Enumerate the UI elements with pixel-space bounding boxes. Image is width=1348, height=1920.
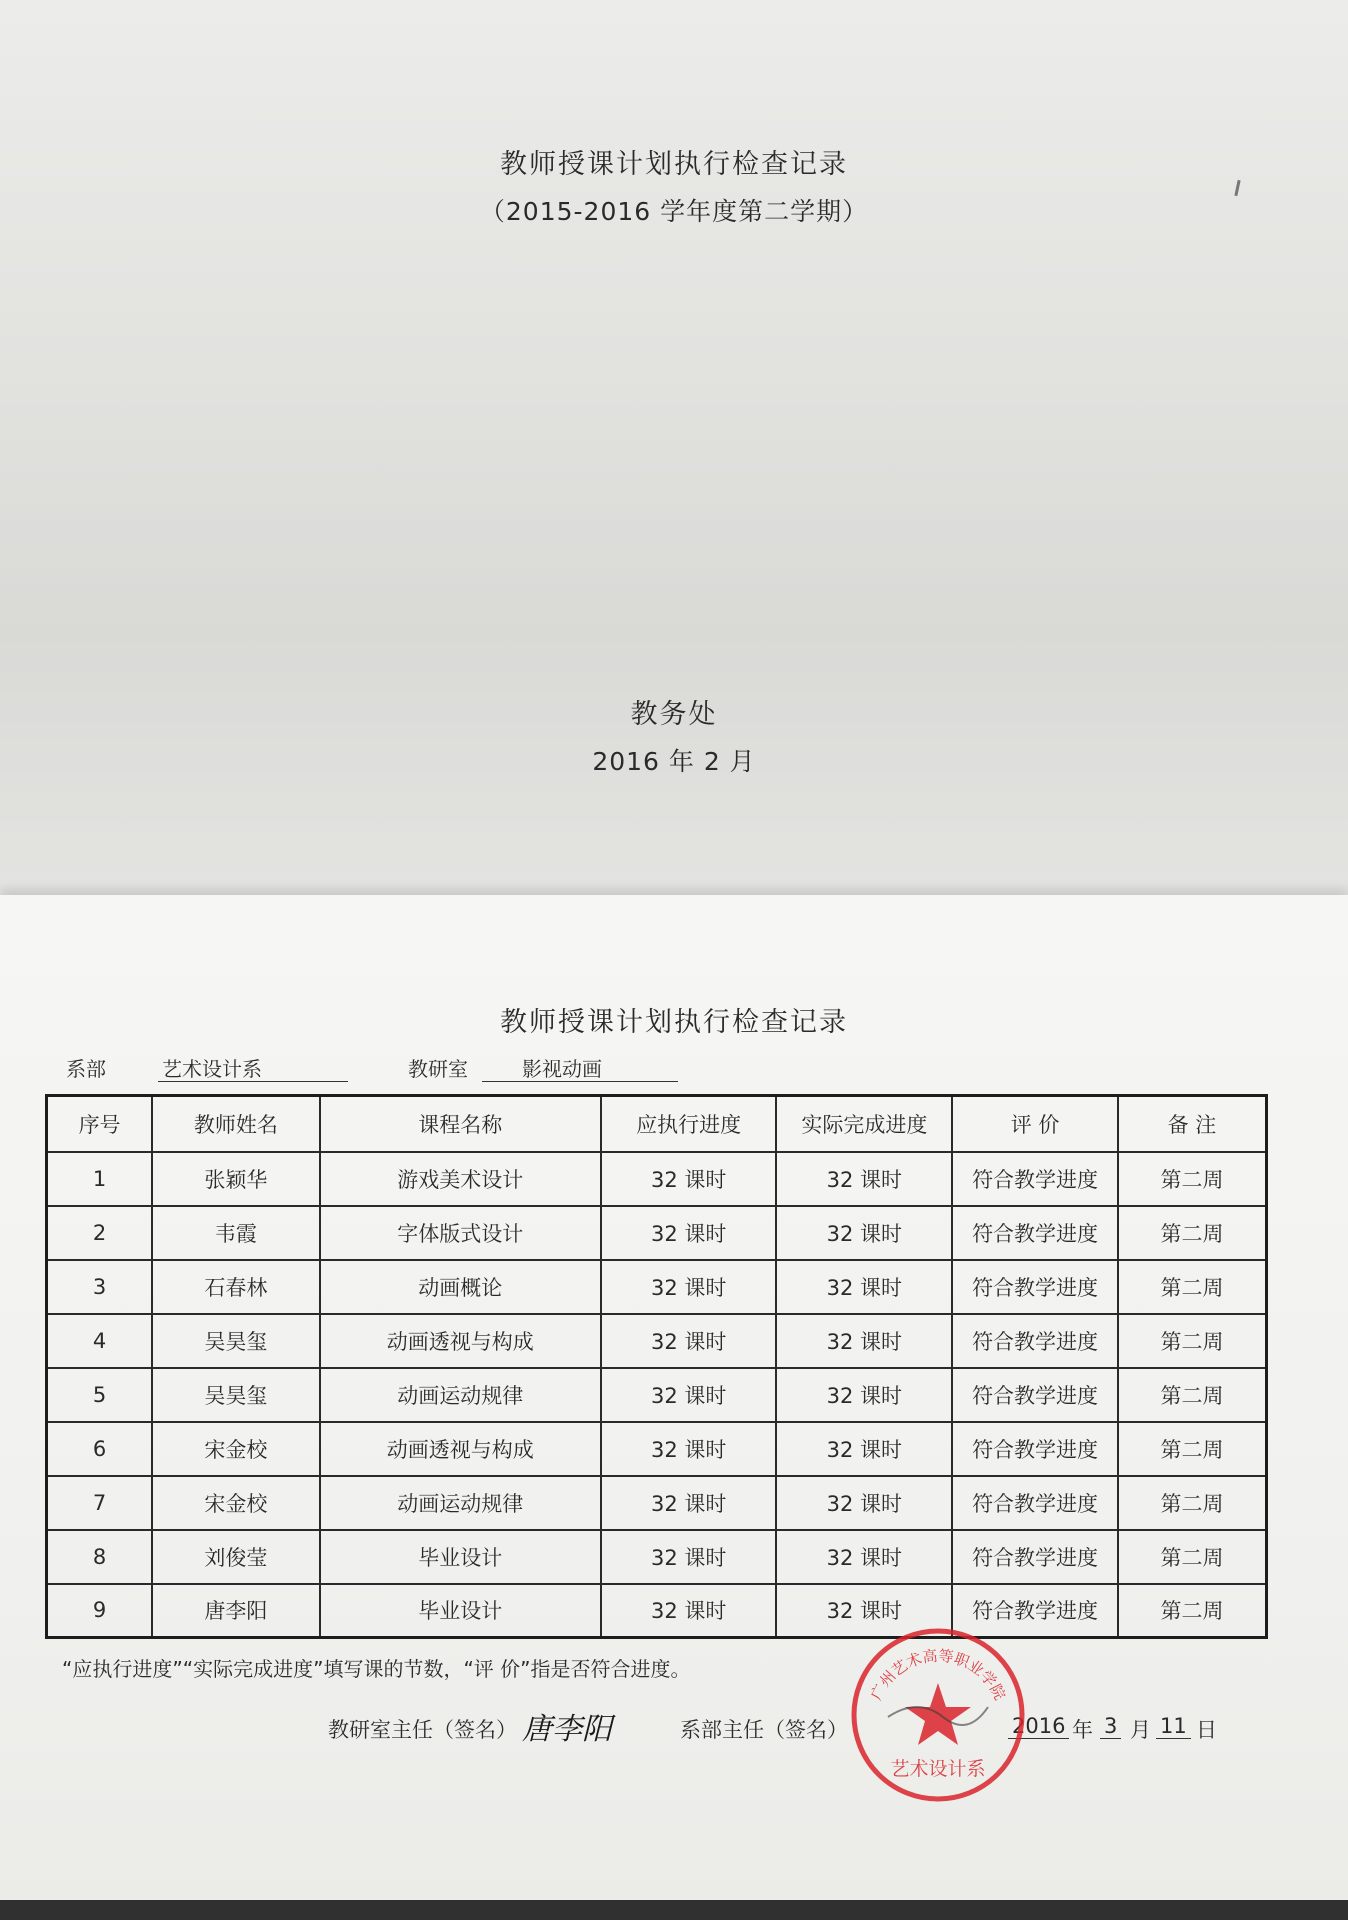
planned-progress-cell: 32 课时 — [601, 1206, 777, 1260]
cover-office: 教务处 — [630, 699, 718, 730]
planned-progress-cell: 32 课时 — [601, 1530, 777, 1584]
row-number-cell: 3 — [47, 1260, 153, 1314]
record-table — [45, 1094, 1268, 1639]
teacher-name-cell: 石春林 — [152, 1260, 320, 1314]
office-underline — [482, 1081, 678, 1082]
office-label: 教研室 — [408, 1057, 468, 1081]
actual-progress-cell: 32 课时 — [776, 1206, 952, 1260]
row-number-cell: 9 — [47, 1584, 153, 1638]
actual-progress-cell: 32 课时 — [776, 1368, 952, 1422]
office-value: 影视动画 — [522, 1057, 602, 1081]
col-header: 教师姓名 — [152, 1096, 320, 1152]
col-header: 课程名称 — [320, 1096, 601, 1152]
actual-progress-cell: 32 课时 — [776, 1314, 952, 1368]
planned-progress-cell: 32 课时 — [601, 1260, 777, 1314]
evaluation-cell: 符合教学进度 — [952, 1260, 1118, 1314]
planned-progress-cell: 32 课时 — [601, 1584, 777, 1638]
cover-subtitle: （2015-2016 学年度第二学期） — [479, 197, 869, 226]
table-row — [47, 1314, 1267, 1368]
dept-director-label: 系部主任（签名） — [680, 1718, 848, 1742]
row-number-cell: 6 — [47, 1422, 153, 1476]
actual-progress-cell: 32 课时 — [776, 1422, 952, 1476]
course-name-cell: 动画概论 — [320, 1260, 601, 1314]
cover-title: 教师授课计划执行检查记录 — [500, 149, 848, 180]
teacher-name-cell: 宋金校 — [152, 1476, 320, 1530]
teacher-name-cell: 唐李阳 — [152, 1584, 320, 1638]
actual-progress-cell: 32 课时 — [776, 1152, 952, 1206]
course-name-cell: 动画透视与构成 — [320, 1314, 601, 1368]
sign-year: 2016 — [1008, 1714, 1069, 1739]
course-name-cell: 动画透视与构成 — [320, 1422, 601, 1476]
course-name-cell: 游戏美术设计 — [320, 1152, 601, 1206]
seal-inner-text: 艺术设计系 — [890, 1758, 986, 1780]
actual-progress-cell: 32 课时 — [776, 1476, 952, 1530]
sign-month: 3 — [1100, 1714, 1121, 1739]
course-name-cell: 毕业设计 — [320, 1584, 601, 1638]
department-label: 系部 — [66, 1057, 106, 1081]
teacher-name-cell: 韦霞 — [152, 1206, 320, 1260]
sign-day: 11 — [1156, 1714, 1191, 1739]
cover-page — [0, 0, 1348, 905]
col-header: 实际完成进度 — [776, 1096, 952, 1152]
sign-month-unit: 月 — [1130, 1718, 1151, 1742]
remark-cell: 第二周 — [1118, 1530, 1267, 1584]
table-row — [47, 1152, 1267, 1206]
planned-progress-cell: 32 课时 — [601, 1314, 777, 1368]
course-name-cell: 动画运动规律 — [320, 1368, 601, 1422]
form-note: “应执行进度”“实际完成进度”填写课的节数，“评 价”指是否符合进度。 — [62, 1657, 691, 1681]
row-number-cell: 5 — [47, 1368, 153, 1422]
planned-progress-cell: 32 课时 — [601, 1368, 777, 1422]
evaluation-cell: 符合教学进度 — [952, 1584, 1118, 1638]
evaluation-cell: 符合教学进度 — [952, 1314, 1118, 1368]
teacher-name-cell: 刘俊莹 — [152, 1530, 320, 1584]
row-number-cell: 7 — [47, 1476, 153, 1530]
teacher-name-cell: 张颖华 — [152, 1152, 320, 1206]
actual-progress-cell: 32 课时 — [776, 1260, 952, 1314]
department-underline — [158, 1081, 348, 1082]
table-row — [47, 1476, 1267, 1530]
actual-progress-cell: 32 课时 — [776, 1584, 952, 1638]
form-title: 教师授课计划执行检查记录 — [500, 1007, 848, 1038]
row-number-cell: 8 — [47, 1530, 153, 1584]
remark-cell: 第二周 — [1118, 1476, 1267, 1530]
table-row — [47, 1530, 1267, 1584]
row-number-cell: 4 — [47, 1314, 153, 1368]
teacher-name-cell: 吴昊玺 — [152, 1314, 320, 1368]
signature-row — [0, 1708, 1348, 1748]
teacher-name-cell: 宋金校 — [152, 1422, 320, 1476]
table-row — [47, 1584, 1267, 1638]
cover-date: 2016 年 2 月 — [592, 747, 756, 776]
col-header: 应执行进度 — [601, 1096, 777, 1152]
background-edge — [0, 1900, 1348, 1920]
course-name-cell: 动画运动规律 — [320, 1476, 601, 1530]
row-number-cell: 2 — [47, 1206, 153, 1260]
table-row — [47, 1422, 1267, 1476]
evaluation-cell: 符合教学进度 — [952, 1530, 1118, 1584]
evaluation-cell: 符合教学进度 — [952, 1422, 1118, 1476]
col-header: 评 价 — [952, 1096, 1118, 1152]
col-header: 序号 — [47, 1096, 153, 1152]
course-name-cell: 毕业设计 — [320, 1530, 601, 1584]
seal-outer-text: 广州艺术高等职业学院 — [867, 1646, 1009, 1703]
office-director-label: 教研室主任（签名） — [328, 1718, 517, 1742]
table-body — [47, 1152, 1267, 1638]
sign-year-unit: 年 — [1072, 1718, 1093, 1742]
row-number-cell: 1 — [47, 1152, 153, 1206]
evaluation-cell: 符合教学进度 — [952, 1206, 1118, 1260]
remark-cell: 第二周 — [1118, 1206, 1267, 1260]
remark-cell: 第二周 — [1118, 1422, 1267, 1476]
table-header-row — [47, 1096, 1267, 1152]
course-name-cell: 字体版式设计 — [320, 1206, 601, 1260]
col-header: 备 注 — [1118, 1096, 1267, 1152]
remark-cell: 第二周 — [1118, 1260, 1267, 1314]
evaluation-cell: 符合教学进度 — [952, 1368, 1118, 1422]
remark-cell: 第二周 — [1118, 1152, 1267, 1206]
department-value: 艺术设计系 — [162, 1057, 262, 1081]
evaluation-cell: 符合教学进度 — [952, 1476, 1118, 1530]
remark-cell: 第二周 — [1118, 1584, 1267, 1638]
evaluation-cell: 符合教学进度 — [952, 1152, 1118, 1206]
office-director-signature: 唐李阳 — [522, 1712, 612, 1747]
planned-progress-cell: 32 课时 — [601, 1476, 777, 1530]
teacher-name-cell: 吴昊玺 — [152, 1368, 320, 1422]
actual-progress-cell: 32 课时 — [776, 1530, 952, 1584]
sign-day-unit: 日 — [1196, 1718, 1217, 1742]
planned-progress-cell: 32 课时 — [601, 1422, 777, 1476]
table-row — [47, 1206, 1267, 1260]
planned-progress-cell: 32 课时 — [601, 1152, 777, 1206]
remark-cell: 第二周 — [1118, 1314, 1267, 1368]
official-seal — [848, 1625, 1028, 1805]
remark-cell: 第二周 — [1118, 1368, 1267, 1422]
table-row — [47, 1368, 1267, 1422]
table-row — [47, 1260, 1267, 1314]
